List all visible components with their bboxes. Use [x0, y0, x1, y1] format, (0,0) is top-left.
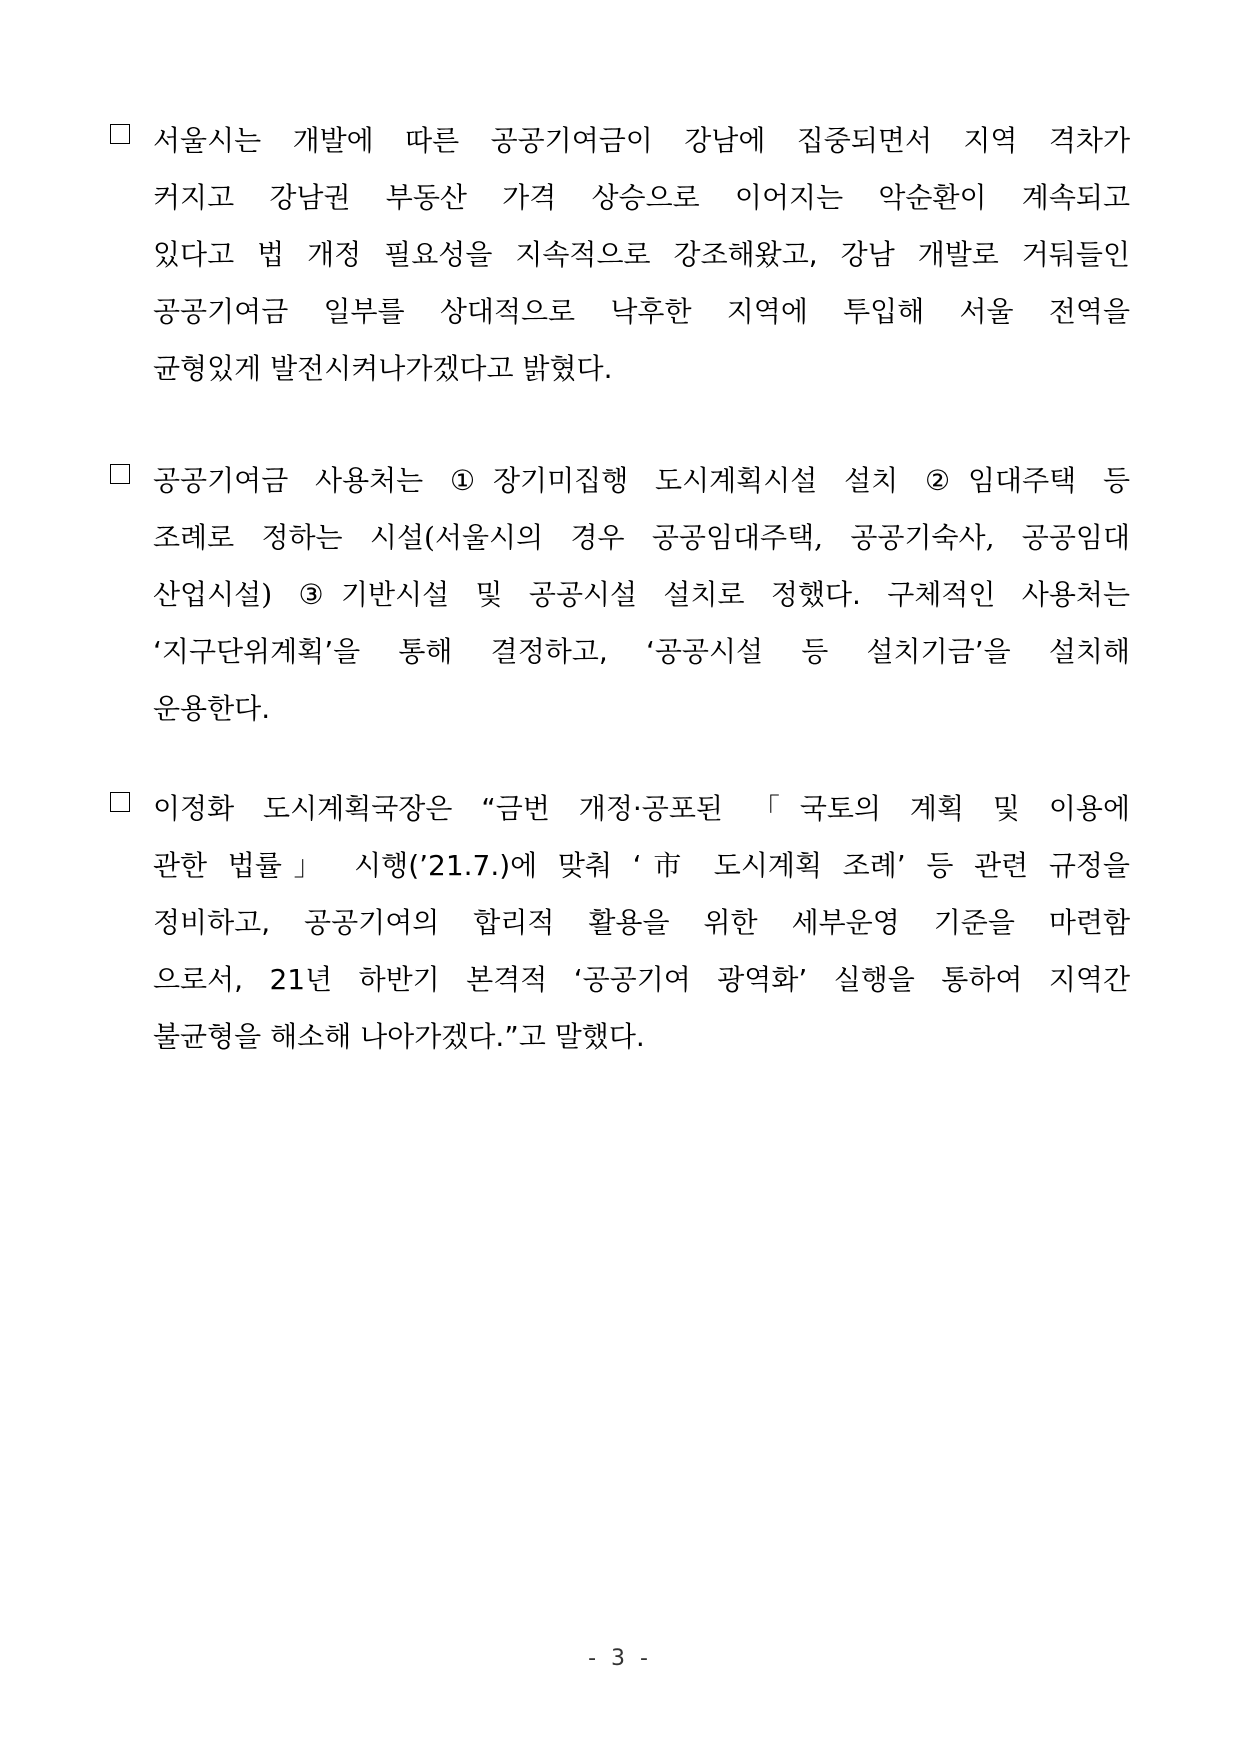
paragraph-line: 불균형을 해소해 나아가겠다.”고 말했다. — [153, 1020, 645, 1053]
paragraph-line: 공공기여금 사용처는 ①장기미집행 도시계획시설 설치 ②임대주택 등 — [153, 464, 1130, 497]
paragraph-line: 있다고 법 개정 필요성을 지속적으로 강조해왔고, 강남 개발로 거둬들인 — [153, 238, 1130, 271]
paragraph-line: 운용한다. — [153, 692, 271, 725]
paragraph-line: 균형있게 발전시켜나가겠다고 밝혔다. — [153, 352, 613, 385]
checkbox-bullet-icon — [110, 464, 130, 484]
paragraph-line: 커지고 강남권 부동산 가격 상승으로 이어지는 악순환이 계속되고 — [153, 181, 1130, 214]
inline-text: 조례로 정하는 시설 — [153, 521, 425, 554]
inline-note: (서울시의 경우 공공임대주택, 공공기숙사, 공공임대 — [424, 521, 1130, 554]
paragraph-line: 서울시는 개발에 따른 공공기여금이 강남에 집중되면서 지역 격차가 — [153, 124, 1130, 157]
paragraph-line: 공공기여금 일부를 상대적으로 낙후한 지역에 투입해 서울 전역을 — [153, 295, 1130, 328]
inline-text: ③기반시설 및 공공시설 설치로 정했다. 구체적인 사용처는 — [272, 578, 1130, 611]
paragraph-line: 관한 법률」 시행(’21.7.)에 맞춰 ‘市 도시계획 조례’ 등 관련 규정을 — [153, 849, 1130, 882]
paragraph-line: 이정화 도시계획국장은 “금번 개정·공포된 「국토의 계획 및 이용에 — [153, 792, 1130, 825]
page-number: - 3 - — [588, 1646, 652, 1671]
paragraph-line — [153, 564, 1130, 626]
paragraph-line — [153, 507, 1130, 569]
inline-note: 산업시설) — [153, 578, 273, 611]
checkbox-bullet-icon — [110, 124, 130, 144]
paragraph-line: 으로서, 21년 하반기 본격적 ‘공공기여 광역화’ 실행을 통하여 지역간 — [153, 963, 1130, 996]
paragraph-line: ‘지구단위계획’을 통해 결정하고, ‘공공시설 등 설치기금’을 설치해 — [153, 635, 1130, 668]
checkbox-bullet-icon — [110, 792, 130, 812]
paragraph-line: 정비하고, 공공기여의 합리적 활용을 위한 세부운영 기준을 마련함 — [153, 906, 1130, 939]
